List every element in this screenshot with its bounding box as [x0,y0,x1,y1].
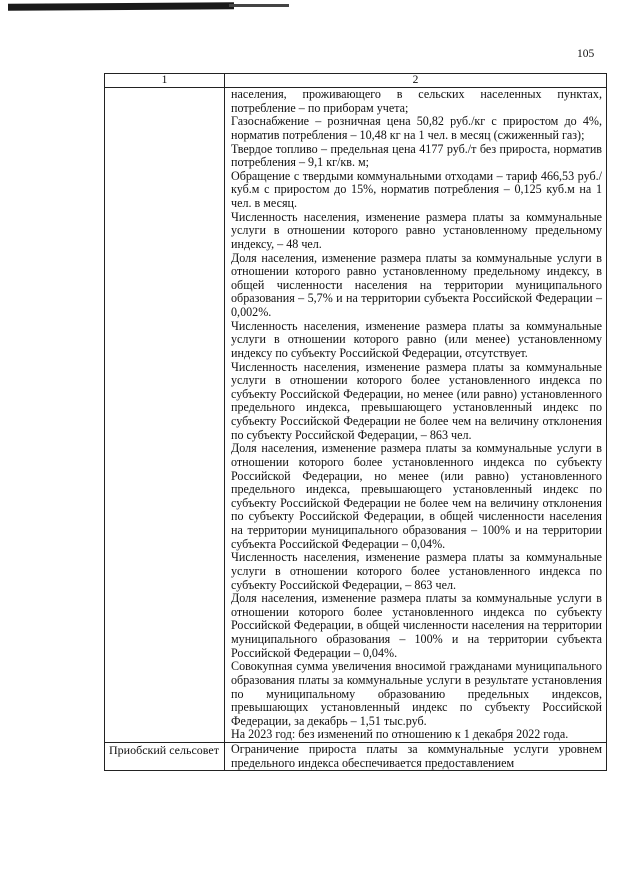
paragraph: Доля населения, изменение размера платы за коммунальные услуги в отношении которого равно установленному предельному индексу, в общей численности населения на территории муниципального образования – 5,7% и на территории субъекта Российской Федерации – 0,002%. [231,250,602,319]
paragraph: На 2023 год: без изменений по отношению к 1 декабря 2022 года. [231,727,569,742]
row-2-right-cell [225,743,607,771]
page-number: 105 [577,48,595,60]
table-row [105,88,607,743]
table-row [105,743,607,771]
paragraph: Доля населения, изменение размера платы за коммунальные услуги в отношении которого более установленного индекса по субъекту Российской Федерации, но менее (или равно) установленного предельного индекса, превышающего установленный индекс по субъекту Российской Федерации не более чем на величину отклонения по субъекту Российской Федерации, в общей численности населения на территории муниципального образования – 100% и на территории субъекта Российской Федерации – 0,04%. [231,441,602,551]
paragraph: Численность населения, изменение размера платы за коммунальные услуги в отношении которого более установленного индекса по субъекту Российской Федерации, но менее (или равно) установленного предельного индекса, превышающего установленный индекс по субъекту Российской Федерации не более чем на величину отклонения по субъекту Российской Федерации, – 863 чел. [231,359,602,442]
header-col-2: 2 [225,74,607,88]
paragraph: Численность населения, изменение размера платы за коммунальные услуги в отношении которого равно (или менее) установленному индексу по субъекту Российской Федерации, отсутствует. [231,318,602,360]
paragraph: Обращение с твердыми коммунальными отходами – тариф 466,53 руб./куб.м с приростом до 15%, норматив потребления – 0,125 куб.м на 1 чел. в месяц. [231,168,602,210]
paragraph: населения, проживающего в сельских населенных пунктах, потребление – по приборам учета; [231,87,602,115]
row-1-left-cell [105,88,225,743]
paragraph: Ограничение прироста платы за коммунальные услуги уровнем предельного индекса обеспечивается предоставлением [231,742,602,770]
paragraph: Численность населения, изменение размера платы за коммунальные услуги в отношении которого более установленного индекса по субъекту Российской Федерации, – 863 чел. [231,550,602,592]
row-2-left-cell: Приобский сельсовет [105,743,225,771]
document-table [104,73,607,771]
scan-artifact-bar-thin [229,4,289,7]
paragraph: Твердое топливо – предельная цена 4177 руб./т без прироста, норматив потребления – 9,1 кг/кв. м; [231,141,602,170]
scan-artifact-bar [8,2,234,10]
paragraph: Доля населения, изменение размера платы за коммунальные услуги в отношении которого более установленного индекса по субъекту Российской Федерации, в общей численности населения на территории муниципального образования – 100% и на территории субъекта Российской Федерации – 0,04%. [231,591,602,660]
table-header-row [105,74,607,88]
paragraph: Совокупная сумма увеличения вносимой гражданами муниципального образования платы за коммунальные услуги в результате установления по муниципальному образованию предельных индексов, превышающих установленный индекс по субъекту Российской Федерации, за декабрь – 1,51 тыс.руб. [231,659,602,728]
paragraph: Численность населения, изменение размера платы за коммунальные услуги в отношении которого равно установленному предельному индексу, – 48 чел. [231,209,602,251]
row-1-right-cell [225,88,607,743]
paragraph: Газоснабжение – розничная цена 50,82 руб./кг с приростом до 4%, норматив потребления – 10,48 кг на 1 чел. в месяц (сжиженный газ); [231,114,602,142]
header-col-1: 1 [105,74,225,88]
